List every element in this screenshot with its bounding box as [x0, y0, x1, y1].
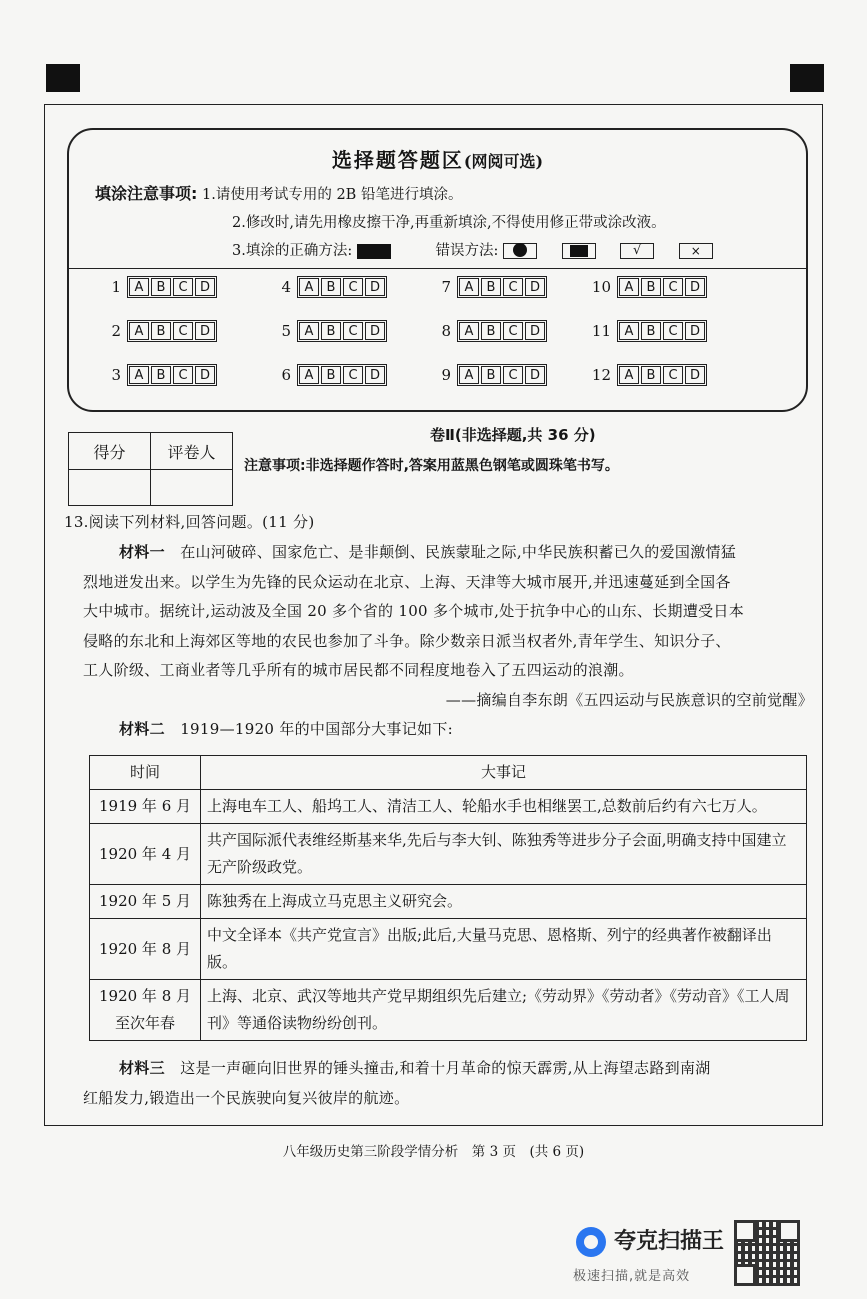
material-1-line-5: 工人阶级、工商业者等几乎所有的城市居民都不同程度地卷入了五四运动的浪潮。 [83, 661, 634, 679]
material-2-label: 材料二 [119, 720, 165, 738]
question-3-bubbles [99, 364, 217, 386]
option-bubble-b[interactable]: B [321, 278, 341, 296]
question-5-bubbles [269, 320, 387, 342]
option-bubble-d[interactable]: D [365, 366, 385, 384]
option-group [617, 364, 707, 386]
question-7-bubbles [429, 276, 547, 298]
option-group [617, 320, 707, 342]
material-1-source: ——摘编自李东朗《五四运动与民族意识的空前觉醒》 [445, 690, 813, 709]
option-bubble-a[interactable]: A [619, 366, 639, 384]
option-bubble-a[interactable]: A [129, 322, 149, 340]
option-group [297, 364, 387, 386]
option-group [127, 276, 217, 298]
question-number: 9 [441, 366, 451, 384]
registration-mark-left [46, 64, 80, 92]
table-row [90, 980, 807, 1041]
event-text: 上海电车工人、船坞工人、清洁工人、轮船水手也相继罢工,总数前后约有六七万人。 [201, 790, 807, 824]
fill-note-3: 3.填涂的正确方法: [232, 243, 353, 259]
option-bubble-b[interactable]: B [481, 366, 501, 384]
quark-logo-icon [576, 1227, 606, 1257]
grader-cell[interactable] [151, 470, 233, 506]
event-text: 中文全译本《共产党宣言》出版;此后,大量马克思、恩格斯、列宁的经典著作被翻译出版。 [201, 919, 807, 980]
event-time: 1920 年 4 月 [90, 824, 201, 885]
question-1-bubbles [99, 276, 217, 298]
event-time: 1920 年 8 月至次年春 [90, 980, 201, 1041]
material-1-line-4: 侵略的东北和上海郊区等地的农民也参加了斗争。除少数亲日派当权者外,青年学生、知识分子、 [83, 631, 731, 650]
option-group [457, 320, 547, 342]
score-header: 得分 [69, 433, 151, 470]
option-bubble-d[interactable]: D [195, 278, 215, 296]
option-group [297, 276, 387, 298]
option-bubble-b[interactable]: B [151, 322, 171, 340]
option-bubble-d[interactable]: D [685, 366, 705, 384]
option-bubble-a[interactable]: A [299, 278, 319, 296]
option-bubble-d[interactable]: D [685, 278, 705, 296]
question-11-bubbles [589, 320, 707, 342]
material-1-label: 材料一 [119, 543, 165, 561]
question-12-bubbles [589, 364, 707, 386]
option-bubble-d[interactable]: D [195, 322, 215, 340]
question-4-bubbles [269, 276, 387, 298]
option-group [617, 276, 707, 298]
choice-answer-area [67, 128, 808, 412]
question-number: 10 [591, 278, 611, 296]
option-group [127, 364, 217, 386]
material-3-line-1: 这是一声砸向旧世界的锤头撞击,和着十月革命的惊天霹雳,从上海望志路到南湖 [180, 1059, 711, 1077]
option-bubble-d[interactable]: D [365, 278, 385, 296]
question-13-stem: 13.阅读下列材料,回答问题。(11 分) [64, 513, 315, 531]
registration-mark-right [790, 64, 824, 92]
event-text: 上海、北京、武汉等地共产党早期组织先后建立;《劳动界》《劳动者》《劳动音》《工人周刊》等通俗读物纷纷创刊。 [201, 980, 807, 1041]
option-bubble-d[interactable]: D [365, 322, 385, 340]
option-bubble-a[interactable]: A [619, 278, 639, 296]
option-bubble-d[interactable]: D [525, 366, 545, 384]
option-bubble-b[interactable]: B [321, 322, 341, 340]
option-bubble-c[interactable]: C [173, 322, 193, 340]
question-number: 1 [111, 278, 121, 296]
option-bubble-d[interactable]: D [195, 366, 215, 384]
watermark-title: 夸克扫描王 [614, 1229, 725, 1254]
choice-area-title [69, 144, 806, 173]
events-header-time: 时间 [90, 756, 201, 790]
material-1-line-1: 在山河破碎、国家危亡、是非颠倒、民族蒙耻之际,中华民族积蓄已久的爱国激情猛 [180, 543, 737, 561]
section-2-heading: 卷Ⅱ(非选择题,共 36 分) [430, 426, 596, 444]
question-number: 6 [281, 366, 291, 384]
option-bubble-d[interactable]: D [525, 278, 545, 296]
material-2-intro [119, 715, 453, 745]
event-text: 共产国际派代表维经斯基来华,先后与李大钊、陈独秀等进步分子会面,明确支持中国建立无产阶级政党。 [201, 824, 807, 885]
material-2-text: 1919—1920 年的中国部分大事记如下: [180, 720, 453, 738]
option-bubble-c[interactable]: C [173, 278, 193, 296]
qr-code-icon [734, 1220, 800, 1286]
choice-title-main: 选择题答题区 [331, 148, 464, 172]
event-text: 陈独秀在上海成立马克思主义研究会。 [201, 885, 807, 919]
score-cell[interactable] [69, 470, 151, 506]
question-6-bubbles [269, 364, 387, 386]
option-bubble-c[interactable]: C [663, 366, 683, 384]
question-number: 8 [441, 322, 451, 340]
option-group [127, 320, 217, 342]
option-bubble-b[interactable]: B [641, 278, 661, 296]
choice-title-sub: (网阅可选) [463, 152, 544, 171]
fill-instructions [95, 180, 713, 265]
question-9-bubbles [429, 364, 547, 386]
wrong-fill-check-icon: √ [620, 243, 654, 259]
wrong-fill-circle-icon [503, 243, 537, 259]
table-row [90, 790, 807, 824]
option-bubble-a[interactable]: A [459, 278, 479, 296]
events-table [89, 755, 807, 1041]
option-bubble-a[interactable]: A [299, 322, 319, 340]
question-number: 7 [441, 278, 451, 296]
option-bubble-b[interactable]: B [641, 366, 661, 384]
option-bubble-b[interactable]: B [481, 278, 501, 296]
fill-note-1: 1.请使用考试专用的 2B 铅笔进行填涂。 [202, 187, 463, 203]
correct-fill-sample-icon [357, 244, 391, 259]
event-time: 1920 年 5 月 [90, 885, 201, 919]
option-bubble-b[interactable]: B [151, 278, 171, 296]
material-3-label: 材料三 [119, 1059, 165, 1077]
watermark-subtitle: 极速扫描,就是高效 [573, 1269, 691, 1284]
material-3-line-2: 红船发力,锻造出一个民族驶向复兴彼岸的航迹。 [83, 1088, 410, 1107]
option-bubble-d[interactable]: D [525, 322, 545, 340]
fill-note-2: 2.修改时,请先用橡皮擦干净,再重新填涂,不得使用修正带或涂改液。 [232, 215, 666, 231]
wrong-fill-cross-icon: × [679, 243, 713, 259]
option-bubble-c[interactable]: C [503, 366, 523, 384]
question-number: 12 [591, 366, 611, 384]
section-2-attention: 注意事项:非选择题作答时,答案用蓝黑色钢笔或圆珠笔书写。 [244, 458, 619, 474]
score-table [68, 432, 233, 506]
option-bubble-a[interactable]: A [619, 322, 639, 340]
events-header-events: 大事记 [201, 756, 807, 790]
grader-header: 评卷人 [151, 433, 233, 470]
material-3 [83, 1054, 813, 1113]
fill-notes-label: 填涂注意事项: [95, 184, 198, 203]
option-bubble-b[interactable]: B [321, 366, 341, 384]
option-bubble-a[interactable]: A [459, 322, 479, 340]
option-group [457, 364, 547, 386]
option-bubble-c[interactable]: C [343, 366, 363, 384]
table-row [90, 919, 807, 980]
question-number: 5 [281, 322, 291, 340]
option-bubble-b[interactable]: B [151, 366, 171, 384]
question-8-bubbles [429, 320, 547, 342]
option-bubble-a[interactable]: A [129, 278, 149, 296]
option-bubble-c[interactable]: C [503, 278, 523, 296]
option-bubble-c[interactable]: C [663, 278, 683, 296]
event-time: 1919 年 6 月 [90, 790, 201, 824]
page-footer: 八年级历史第三阶段学情分析 第 3 页 (共 6 页) [282, 1144, 585, 1160]
option-group [297, 320, 387, 342]
option-group [457, 276, 547, 298]
option-bubble-c[interactable]: C [663, 322, 683, 340]
option-bubble-c[interactable]: C [503, 322, 523, 340]
option-bubble-a[interactable]: A [299, 366, 319, 384]
option-bubble-b[interactable]: B [481, 322, 501, 340]
question-number: 11 [591, 322, 611, 340]
option-bubble-d[interactable]: D [685, 322, 705, 340]
material-1-line-3: 大中城市。据统计,运动波及全国 20 多个省的 100 多个城市,处于抗争中心的山东、长期遭受日本 [83, 602, 745, 620]
option-bubble-c[interactable]: C [343, 322, 363, 340]
question-2-bubbles [99, 320, 217, 342]
wrong-method-label: 错误方法: [435, 243, 499, 259]
question-number: 3 [111, 366, 121, 384]
table-row [90, 824, 807, 885]
material-1-line-2: 烈地迸发出来。以学生为先锋的民众运动在北京、上海、天津等大城市展开,并迅速蔓延到全国各 [83, 572, 731, 591]
question-10-bubbles [589, 276, 707, 298]
question-number: 4 [281, 278, 291, 296]
option-bubble-c[interactable]: C [173, 366, 193, 384]
option-bubble-a[interactable]: A [459, 366, 479, 384]
material-1 [83, 538, 813, 715]
choice-divider [69, 268, 806, 269]
option-bubble-a[interactable]: A [129, 366, 149, 384]
option-bubble-b[interactable]: B [641, 322, 661, 340]
table-row [90, 885, 807, 919]
wrong-fill-partial-icon [562, 243, 596, 259]
option-bubble-c[interactable]: C [343, 278, 363, 296]
event-time: 1920 年 8 月 [90, 919, 201, 980]
question-number: 2 [111, 322, 121, 340]
